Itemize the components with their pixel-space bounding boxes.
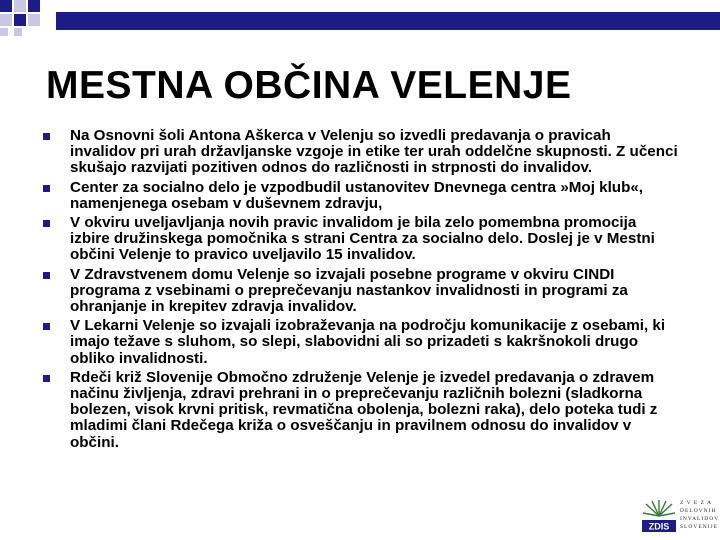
- bullet-item: [40, 128, 680, 177]
- logo-line: SLOVENIJE: [680, 524, 719, 530]
- bullet-list: [40, 128, 680, 454]
- bullet-square-icon: [43, 185, 50, 192]
- bullet-text: Center za socialno delo je vzpodbudil ustanovitev Dnevnega centra »Moj klub«, namenjenega osebam v duševnem zdravju,: [70, 178, 644, 212]
- bullet-square-icon: [43, 375, 50, 382]
- bullet-item: [40, 215, 680, 264]
- logo-text: [680, 499, 720, 531]
- deco-square: [0, 28, 8, 36]
- deco-square: [0, 14, 12, 26]
- logo-line: DELOVNIH: [680, 508, 717, 514]
- header-bar: [56, 12, 720, 30]
- slide-title: MESTNA OBČINA VELENJE: [46, 64, 572, 107]
- logo-line: INVALIDOV: [680, 516, 720, 522]
- zdis-emblem-icon: [642, 498, 676, 534]
- bullet-text: V Zdravstvenem domu Velenje so izvajali posebne programe v okviru CINDI programa z vsebinami o preprečevanju nastankov invalidnosti in programi za ohranjanje in krepitev zdravja invalidov.: [70, 265, 628, 316]
- zdis-emblem-text: ZDIS: [648, 521, 670, 532]
- bullet-item: [40, 180, 680, 212]
- bullet-square-icon: [43, 133, 50, 140]
- deco-square: [14, 28, 22, 36]
- bullet-square-icon: [43, 272, 50, 279]
- bullet-text: Na Osnovni šoli Antona Aškerca v Velenju so izvedli predavanja o pravicah invalidov pri urah državljanske vzgoje in etike ter urah oddelčne skupnosti. Z učenci skušajo razvijati pozitiven odnos do različnosti in strpnosti do invalidov.: [70, 127, 678, 177]
- bullet-text: V okviru uveljavljanja novih pravic invalidom je bila zelo pomembna promocija izbire družinskega pomočnika s strani Centra za socialno delo. Doslej je v Mestni občini Velenje to pravico uveljavilo 15 invalidov.: [70, 214, 655, 264]
- bullet-item: [40, 370, 680, 451]
- deco-square: [14, 0, 26, 12]
- logo-line: Z V E Z A: [680, 500, 713, 506]
- zdis-logo: [638, 496, 718, 538]
- bullet-item: [40, 267, 680, 316]
- deco-square: [28, 0, 40, 12]
- deco-square: [0, 0, 12, 12]
- bullet-text: V Lekarni Velenje so izvajali izobraževanja na področju komunikacije z osebami, ki imajo težave s sluhom, so slepi, slabovidni ali so prizadeti s kakršnokoli drugo obliko invalidnosti.: [70, 317, 666, 367]
- bullet-text: Rdeči križ Slovenije Območno združenje Velenje je izvedel predavanja o zdravem načinu življenja, zdravi prehrani in o preprečevanju različnih bolezni (sladkorna bolezen, visok krvni pritisk, revmatična obolenja, bolezni raka), delo poteka tudi z mladimi člani Rdečega križa o osveščanju in pravilnem odnosu do invalidov v občini.: [70, 368, 658, 451]
- bullet-square-icon: [43, 323, 50, 330]
- deco-square: [42, 12, 54, 30]
- bullet-item: [40, 318, 680, 367]
- deco-square: [28, 14, 40, 26]
- header-decoration: [0, 0, 720, 36]
- deco-square: [14, 14, 26, 26]
- bullet-square-icon: [43, 220, 50, 227]
